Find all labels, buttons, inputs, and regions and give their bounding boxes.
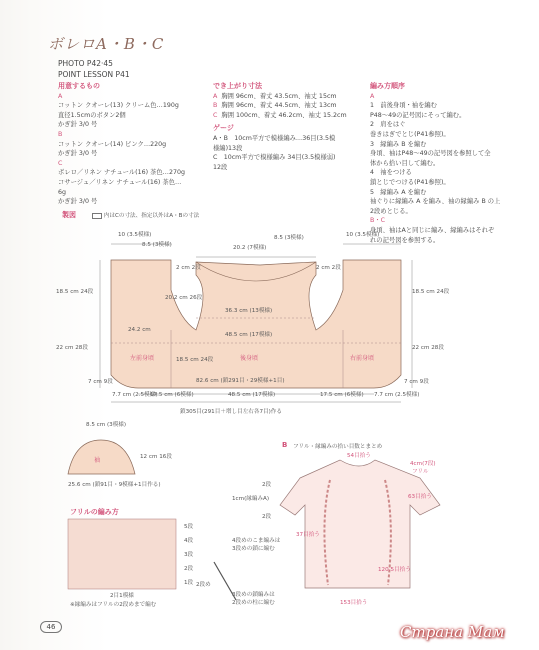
dim-bottom-edge-left: 7.7 cm (2.5模様): [112, 392, 158, 398]
frill-row-label: 1段: [184, 580, 194, 586]
materials-a-label: A: [58, 92, 63, 100]
callout-line: 3段めの鎖編みは: [232, 592, 275, 598]
dim-bottom-edge-right: 7.7 cm (2.5模様): [374, 392, 420, 398]
dim-bottom-back: 48.5 cm (17模様): [228, 392, 276, 398]
frill-callout-left: [232, 536, 280, 552]
dim-right-upper: 18.5 cm 24段: [412, 289, 450, 295]
callout-line: 2段めの柱に編む: [232, 600, 275, 606]
materials-b-label: B: [58, 130, 63, 138]
materials-line: コットン クオーレ(13) クリーム色…190g: [58, 102, 179, 110]
finished-row-key: C: [213, 111, 218, 119]
gauge-header: ゲージ: [213, 124, 234, 133]
callout-line: 4段めのこま編みは: [232, 538, 281, 544]
frill-callout-right: [232, 590, 275, 606]
label-back: 後身頃: [240, 355, 259, 362]
dim-left-shoulder-drop: 2 cm 2段: [176, 265, 201, 271]
finished-row-value: 胸囲 96cm、着丈 44.5cm、袖丈 13cm: [221, 102, 337, 110]
watermark: Страна Мам: [400, 623, 505, 641]
frill-note: ※縁編みはフリルの2段めまで編む: [70, 602, 157, 608]
procedure-bc-label: B・C: [370, 217, 386, 225]
dim-left-upper: 18.5 cm 24段: [56, 289, 94, 295]
dim-bottom-total: 鎖305目(291目＋増し目左右各7目)作る: [180, 409, 282, 415]
materials-line: かぎ針 3/0 号: [58, 150, 98, 158]
label-left-front: 左前身頃: [130, 355, 155, 362]
procedure-line: 袖ぐりに縁編み A を編み、袖の縁編み B の上: [370, 198, 501, 206]
dim-top-center: 20.2 (7模様): [233, 245, 267, 251]
page-number: 46: [40, 621, 62, 633]
finished-row-value: 胸囲 100cm、着丈 46.2cm、袖丈 15.2cm: [221, 111, 347, 119]
edge-label: 63目拾う: [408, 494, 432, 500]
materials-line: ボレロ／リネン ナチュール(16) 茶色…270g: [58, 169, 185, 177]
procedure-line: 体から拾い目して編む。: [370, 159, 440, 167]
frill-row-label: 3段: [184, 552, 194, 558]
diagram-note-text: 内はCの寸法、指定以外はA・Bの寸法: [103, 213, 200, 219]
dim-edge-left: 7 cm 9段: [88, 379, 113, 385]
materials-line: コサージュ／リネン ナチュール(16) 茶色…: [58, 178, 182, 186]
dim-top-right: 10 (3.5模様): [346, 232, 380, 238]
dim-bottom-right-front: 17.5 cm (6模様): [320, 392, 364, 398]
frill-header: フリルの編み方: [70, 508, 119, 516]
edge-label: 4cm(7段): [410, 461, 436, 467]
procedure-line: 4 袖をつける: [370, 169, 412, 177]
procedure-line: 身頃、袖はAと同じに編み、縁編みはそれぞ: [370, 226, 495, 234]
dim-armhole: 20.2 cm 26段: [165, 295, 203, 301]
dim-front-width: 24.2 cm: [128, 327, 151, 333]
dim-bottom-left-front: 17.5 cm (6模様): [150, 392, 194, 398]
frill-row-label: 4段: [184, 538, 194, 544]
edge-bolero-shape: [280, 460, 440, 588]
dim-left-lower: 22 cm 28段: [56, 345, 88, 351]
edge-diagram-subheader: フリル・縁編みの拾い目数とまとめ: [293, 444, 383, 450]
materials-line: 直径1.5cmのボタン2個: [58, 111, 126, 119]
gauge-line: A・B 10cm平方で模様編み…36目(3.5模: [213, 134, 336, 142]
sleeve-label: 袖: [94, 457, 101, 464]
dim-right-lower: 22 cm 28段: [412, 345, 444, 351]
sleeve-bottom-dim: 25.6 cm (鎖91目・9模様+1目作る): [68, 482, 161, 488]
edge-label: 120.5目拾う: [378, 567, 411, 573]
frill-row-labels: [184, 520, 193, 590]
procedure-line: P48～49の記号図にそって編む。: [370, 111, 466, 119]
dim-right-shoulder-drop: 2 cm 2段: [316, 265, 341, 271]
finished-row-value: 胸囲 96cm、着丈 43.5cm、袖丈 15cm: [221, 92, 337, 100]
procedure-a-label: A: [370, 92, 375, 100]
dim-edge-right: 7 cm 9段: [404, 379, 429, 385]
photo-line: PHOTO P42·45: [58, 59, 113, 68]
frill-row-label: 5段: [184, 524, 194, 530]
finished-header: でき上がり寸法: [213, 82, 262, 90]
procedure-line: 鎖とじでつける(P41参照)。: [370, 178, 450, 186]
dim-side-height: 18.5 cm 24段: [176, 357, 214, 363]
dim-back-width: 48.5 cm (17模様): [225, 332, 273, 338]
frill-chart: [68, 519, 176, 589]
dim-chest-inner: 36.3 cm (13模様): [225, 308, 273, 314]
edge-diagram-label: B: [282, 441, 288, 449]
page-title: ボレロA・B・C: [48, 35, 165, 53]
edge-label: 54目拾う: [347, 453, 371, 459]
body-shape: [111, 260, 401, 388]
materials-line: コットン クオーレ(14) ピンク…220g: [58, 140, 167, 148]
edge-label: 153目拾う: [340, 600, 368, 606]
label-right-front: 右前身頃: [350, 355, 375, 362]
sleeve-height-dim: 12 cm 16段: [140, 454, 172, 460]
edge-label: 1cm(縁編みA): [232, 496, 270, 502]
gauge-line: 12段: [213, 163, 228, 171]
edge-label: 2段: [262, 482, 272, 488]
materials-c-label: C: [58, 159, 63, 167]
dim-top-right-shoulder: 8.5 (3模様): [274, 235, 304, 241]
materials-line: 6g: [58, 188, 67, 196]
lesson-line: POINT LESSON P41: [58, 70, 130, 79]
dim-bottom-chain: 82.6 cm (鎖291目・29模様+1目): [196, 378, 285, 384]
procedure-line: 身頃、袖はP48～49の記号図を参照して全: [370, 150, 491, 158]
procedure-line: 1 前後身頃・袖を編む: [370, 102, 437, 110]
procedure-line: 5 縁編み A を編む: [370, 188, 427, 196]
dim-top-left-shoulder: 8.5 (3模様): [142, 242, 172, 248]
procedure-line: 3 縁編み B を編む: [370, 140, 427, 148]
gauge-line: C 10cm平方で模様編み 34目(3.5模様弱): [213, 154, 336, 162]
edge-label: 37目拾う: [296, 532, 320, 538]
materials-line: かぎ針 3/0 号: [58, 198, 98, 206]
procedure-line: 2 肩をはぐ: [370, 121, 406, 129]
procedure-line: 2段めとじる。: [370, 207, 412, 215]
materials-header: 用意するもの: [58, 82, 100, 90]
procedure-line: 巻きはぎでとじ(P41参照)。: [370, 130, 450, 138]
frill-row-label: 2段: [184, 566, 194, 572]
finished-row-key: A: [213, 92, 218, 100]
callout-line: 3段めの鎖に編む: [232, 546, 275, 552]
dim-top-left: 10 (3.5模様): [118, 232, 152, 238]
edge-label: 2段: [262, 514, 272, 520]
finished-row-key: B: [213, 102, 218, 110]
diagram-header: 製図: [62, 211, 76, 219]
frill-repeat: 2目1模様: [110, 593, 134, 599]
sleeve-top-dim: 8.5 cm (3模様): [86, 422, 127, 428]
procedure-line: れの記号図を参照する。: [370, 236, 440, 244]
sleeve-shape: [68, 440, 135, 474]
procedure-header: 編み方順序: [370, 82, 405, 90]
frill-level-label: 2段め: [196, 582, 211, 588]
edge-label: フリル: [412, 469, 429, 475]
gauge-line: 様編)13段: [213, 144, 243, 152]
materials-line: かぎ針 3/0 号: [58, 121, 98, 129]
